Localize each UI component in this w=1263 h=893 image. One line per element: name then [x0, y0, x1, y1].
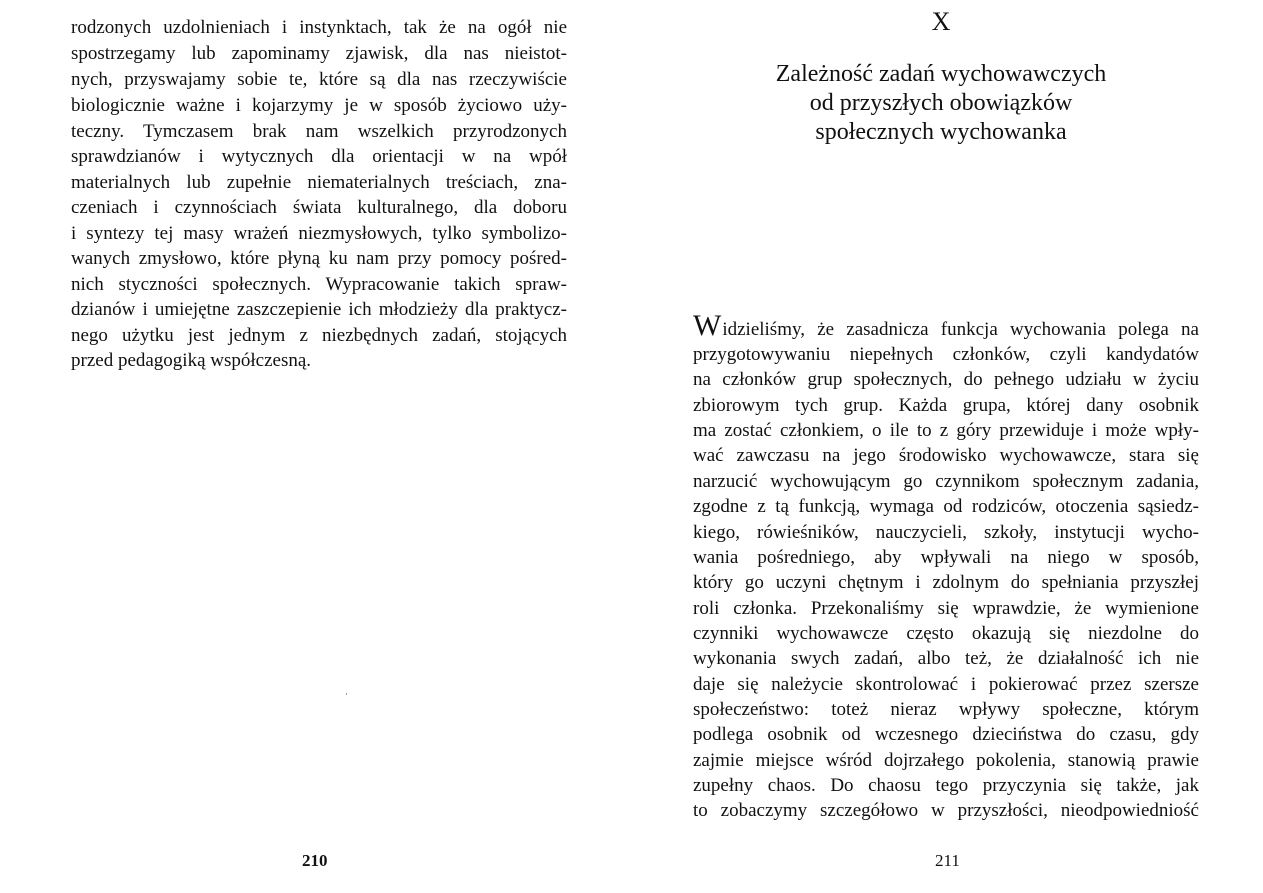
- right-text-line: zgodne z tą funkcją, wymaga od rodziców, otoczenia sąsiedz-: [693, 496, 1199, 517]
- drop-cap: W: [693, 309, 723, 342]
- left-text-line: materialnych lub zupełnie niematerialnych treściach, zna-: [71, 172, 567, 193]
- right-text-line-first: [693, 309, 1199, 343]
- left-text-line: dzianów i umiejętne zaszczepienie ich młodzieży dla praktycz-: [71, 299, 567, 320]
- right-text-line: który go uczyni chętnym i zdolnym do spełniania przyszłej: [693, 572, 1199, 593]
- right-text-line: wania pośredniego, aby wpływali na niego w sposób,: [693, 547, 1199, 568]
- right-text-line: zajmie miejsce wśród dojrzałego pokolenia, stanowią prawie: [693, 750, 1199, 771]
- right-text-line: roli członka. Przekonaliśmy się wprawdzie, że wymienione: [693, 598, 1199, 619]
- left-text-line: wanych zmysłowo, które płyną ku nam przy pomocy pośred-: [71, 248, 567, 269]
- page-number-left: 210: [302, 851, 328, 870]
- chapter-title-line: społecznych wychowanka: [815, 119, 1067, 145]
- right-text-line: kiego, rówieśników, nauczycieli, szkoły, instytucji wycho-: [693, 522, 1199, 543]
- right-text-line: to zobaczymy szczegółowo w przyszłości, nieodpowiedniość: [693, 800, 1199, 821]
- left-text-line: czeniach i czynnościach świata kulturalnego, dla doboru: [71, 197, 567, 218]
- right-text-line: zupełny chaos. Do chaosu tego przyczynia się także, jak: [693, 775, 1199, 796]
- chapter-title-line: od przyszłych obowiązków: [809, 90, 1073, 116]
- left-text-line: sprawdzianów i wytycznych dla orientacji w na wpół: [71, 146, 567, 167]
- chapter-title: [631, 60, 1251, 147]
- left-text-line: rodzonych uzdolnieniach i instynktach, tak że na ogół nie: [71, 17, 567, 38]
- chapter-number: X: [931, 7, 951, 36]
- right-text-line: narzucić wychowującym go czynnikom społecznym zadania,: [693, 471, 1199, 492]
- right-text-line: na członków grup społecznych, do pełnego udziału w życiu: [693, 369, 1199, 390]
- left-text-line: biologicznie ważne i kojarzymy je w sposób życiowo uży-: [71, 95, 567, 116]
- left-text-line: teczny. Tymczasem brak nam wszelkich przyrodzonych: [71, 121, 567, 142]
- left-page: [0, 0, 631, 893]
- right-text-line: ma zostać członkiem, o ile to z góry przewiduje i może wpły-: [693, 420, 1199, 441]
- left-text-line: nych, przyswajamy sobie te, które są dla nas rzeczywiście: [71, 69, 567, 90]
- left-text-line: nego użytku jest jednym z niezbędnych zadań, stojących: [71, 325, 567, 346]
- right-text-line: daje się należycie skontrolować i pokierować przez szersze: [693, 674, 1199, 695]
- page-number-right: 211: [935, 851, 960, 870]
- left-text-line: i syntezy tej masy wrażeń niezmysłowych, tylko symbolizo-: [71, 223, 567, 244]
- right-page: [631, 0, 1263, 893]
- left-text-line: spostrzegamy lub zapominamy zjawisk, dla nas nieistot-: [71, 43, 567, 64]
- right-text-line: podlega osobnik od wczesnego dzieciństwa do czasu, gdy: [693, 724, 1199, 745]
- right-text-line: zbiorowym tych grup. Każda grupa, której dany osobnik: [693, 395, 1199, 416]
- scan-speck: [346, 693, 347, 695]
- first-line-text: idzieliśmy, że zasadnicza funkcja wychowania polega na: [722, 319, 1199, 340]
- left-text-line: nich styczności społecznych. Wypracowanie takich spraw-: [71, 274, 567, 295]
- right-text-line: przygotowywaniu niepełnych członków, czyli kandydatów: [693, 344, 1199, 365]
- right-text-line: czynniki wychowawcze często okazują się niezdolne do: [693, 623, 1199, 644]
- right-text-line: społeczeństwo: toteż nieraz wpływy społeczne, którym: [693, 699, 1199, 720]
- left-text-line: przed pedagogiką współczesną.: [71, 350, 312, 371]
- chapter-title-line: Zależność zadań wychowawczych: [775, 61, 1107, 87]
- right-text-line: wykonania swych zadań, albo też, że działalność ich nie: [693, 648, 1199, 669]
- right-text-line: wać zawczasu na jego środowisko wychowawcze, stara się: [693, 445, 1199, 466]
